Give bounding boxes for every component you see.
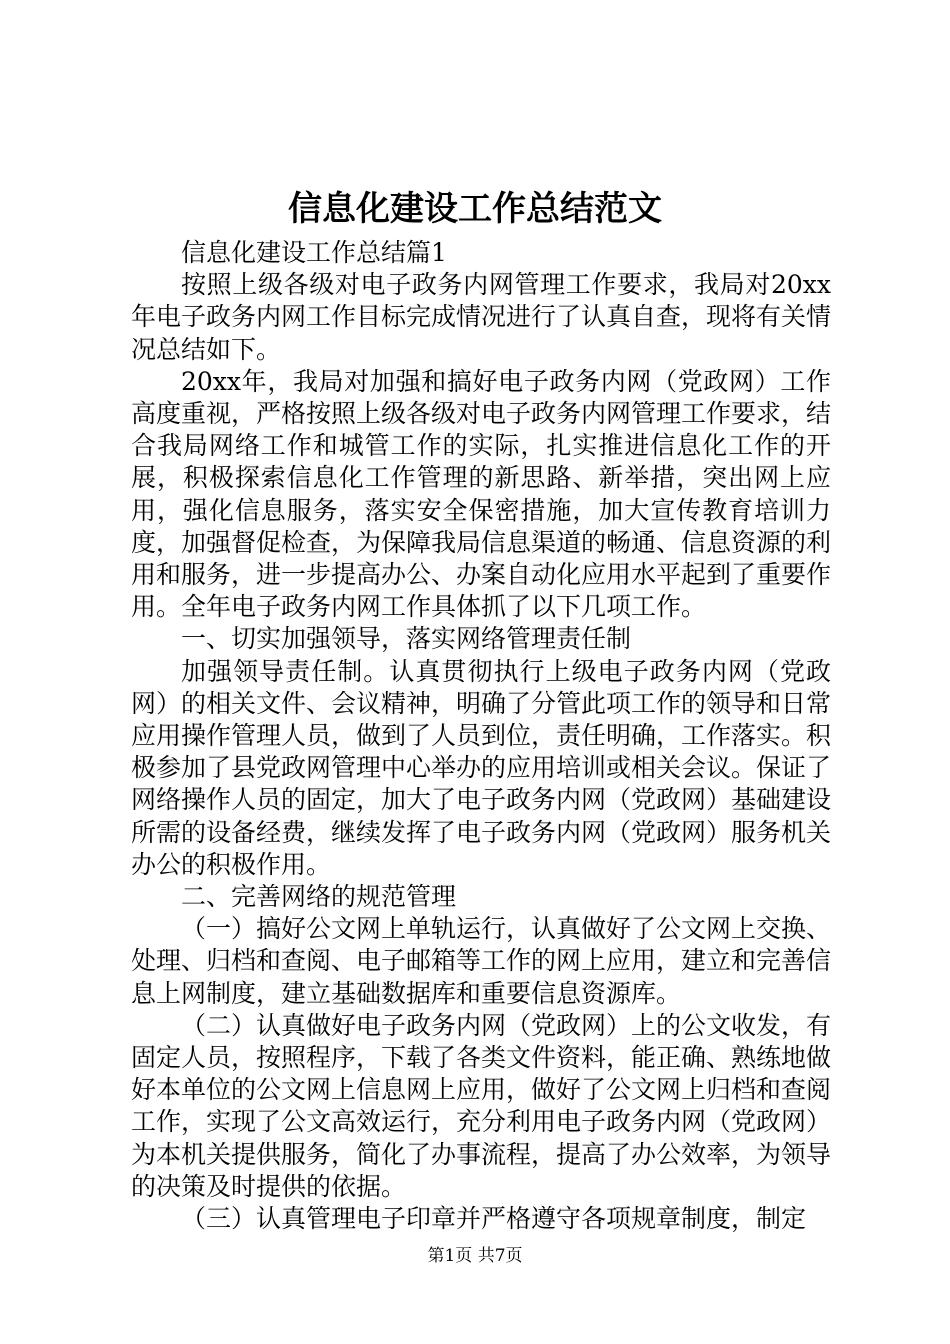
page-number-footer: 第1页 共7页 xyxy=(427,1246,523,1266)
document-body xyxy=(131,237,831,1235)
section-heading-2: 二、完善网络的规范管理 xyxy=(181,882,457,912)
paragraph-item-1: （一）搞好公文网上单轨运行，认真做好了公文网上交换、处理、归档和查阅、电子邮箱等工作的网上应用，建立和完善信息上网制度，建立基础数据库和重要信息资源库。 xyxy=(131,914,832,1008)
section-heading-part-1: 信息化建设工作总结篇1 xyxy=(181,238,447,267)
document-title: 信息化建设工作总结范文 xyxy=(288,189,662,229)
paragraph-overview: 20xx年，我局对加强和搞好电子政务内网（党政网）工作高度重视，严格按照上级各级对电子政务内网管理工作要求，结合我局网络工作和城管工作的实际，扎实推进信息化工作的开展，积极探索信息化工作管理的新思路、新举措，突出网上应用，强化信息服务，落实安全保密措施，加大宣传教育培训力度，加强督促检查，为保障我局信息渠道的畅通、信息资源的利用和服务，进一步提高办公、办案自动化应用水平起到了重要作用。全年电子政务内网工作具体抓了以下几项工作。 xyxy=(131,366,832,622)
paragraph-leadership: 加强领导责任制。认真贯彻执行上级电子政务内网（党政网）的相关文件、会议精神，明确了分管此项工作的领导和日常应用操作管理人员，做到了人员到位，责任明确，工作落实。积极参加了县党政网管理中心举办的应用培训或相关会议。保证了网络操作人员的固定，加大了电子政务内网（党政网）基础建设所需的设备经费，继续发挥了电子政务内网（党政网）服务机关办公的积极作用。 xyxy=(131,656,832,879)
paragraph-item-3: （三）认真管理电子印章并严格遵守各项规章制度，制定 xyxy=(181,1204,807,1234)
paragraph-intro: 按照上级各级对电子政务内网管理工作要求，我局对20xx年电子政务内网工作目标完成情况进行了认真自查，现将有关情况总结如下。 xyxy=(131,270,832,364)
paragraph-item-2: （二）认真做好电子政务内网（党政网）上的公文收发，有固定人员，按照程序，下载了各类文件资料，能正确、熟练地做好本单位的公文网上信息网上应用，做好了公文网上归档和查阅工作，实现了公文高效运行，充分利用电子政务内网（党政网）为本机关提供服务，简化了办事流程，提高了办公效率，为领导的决策及时提供的依据。 xyxy=(131,1010,832,1201)
section-heading-1: 一、切实加强领导，落实网络管理责任制 xyxy=(181,624,632,654)
